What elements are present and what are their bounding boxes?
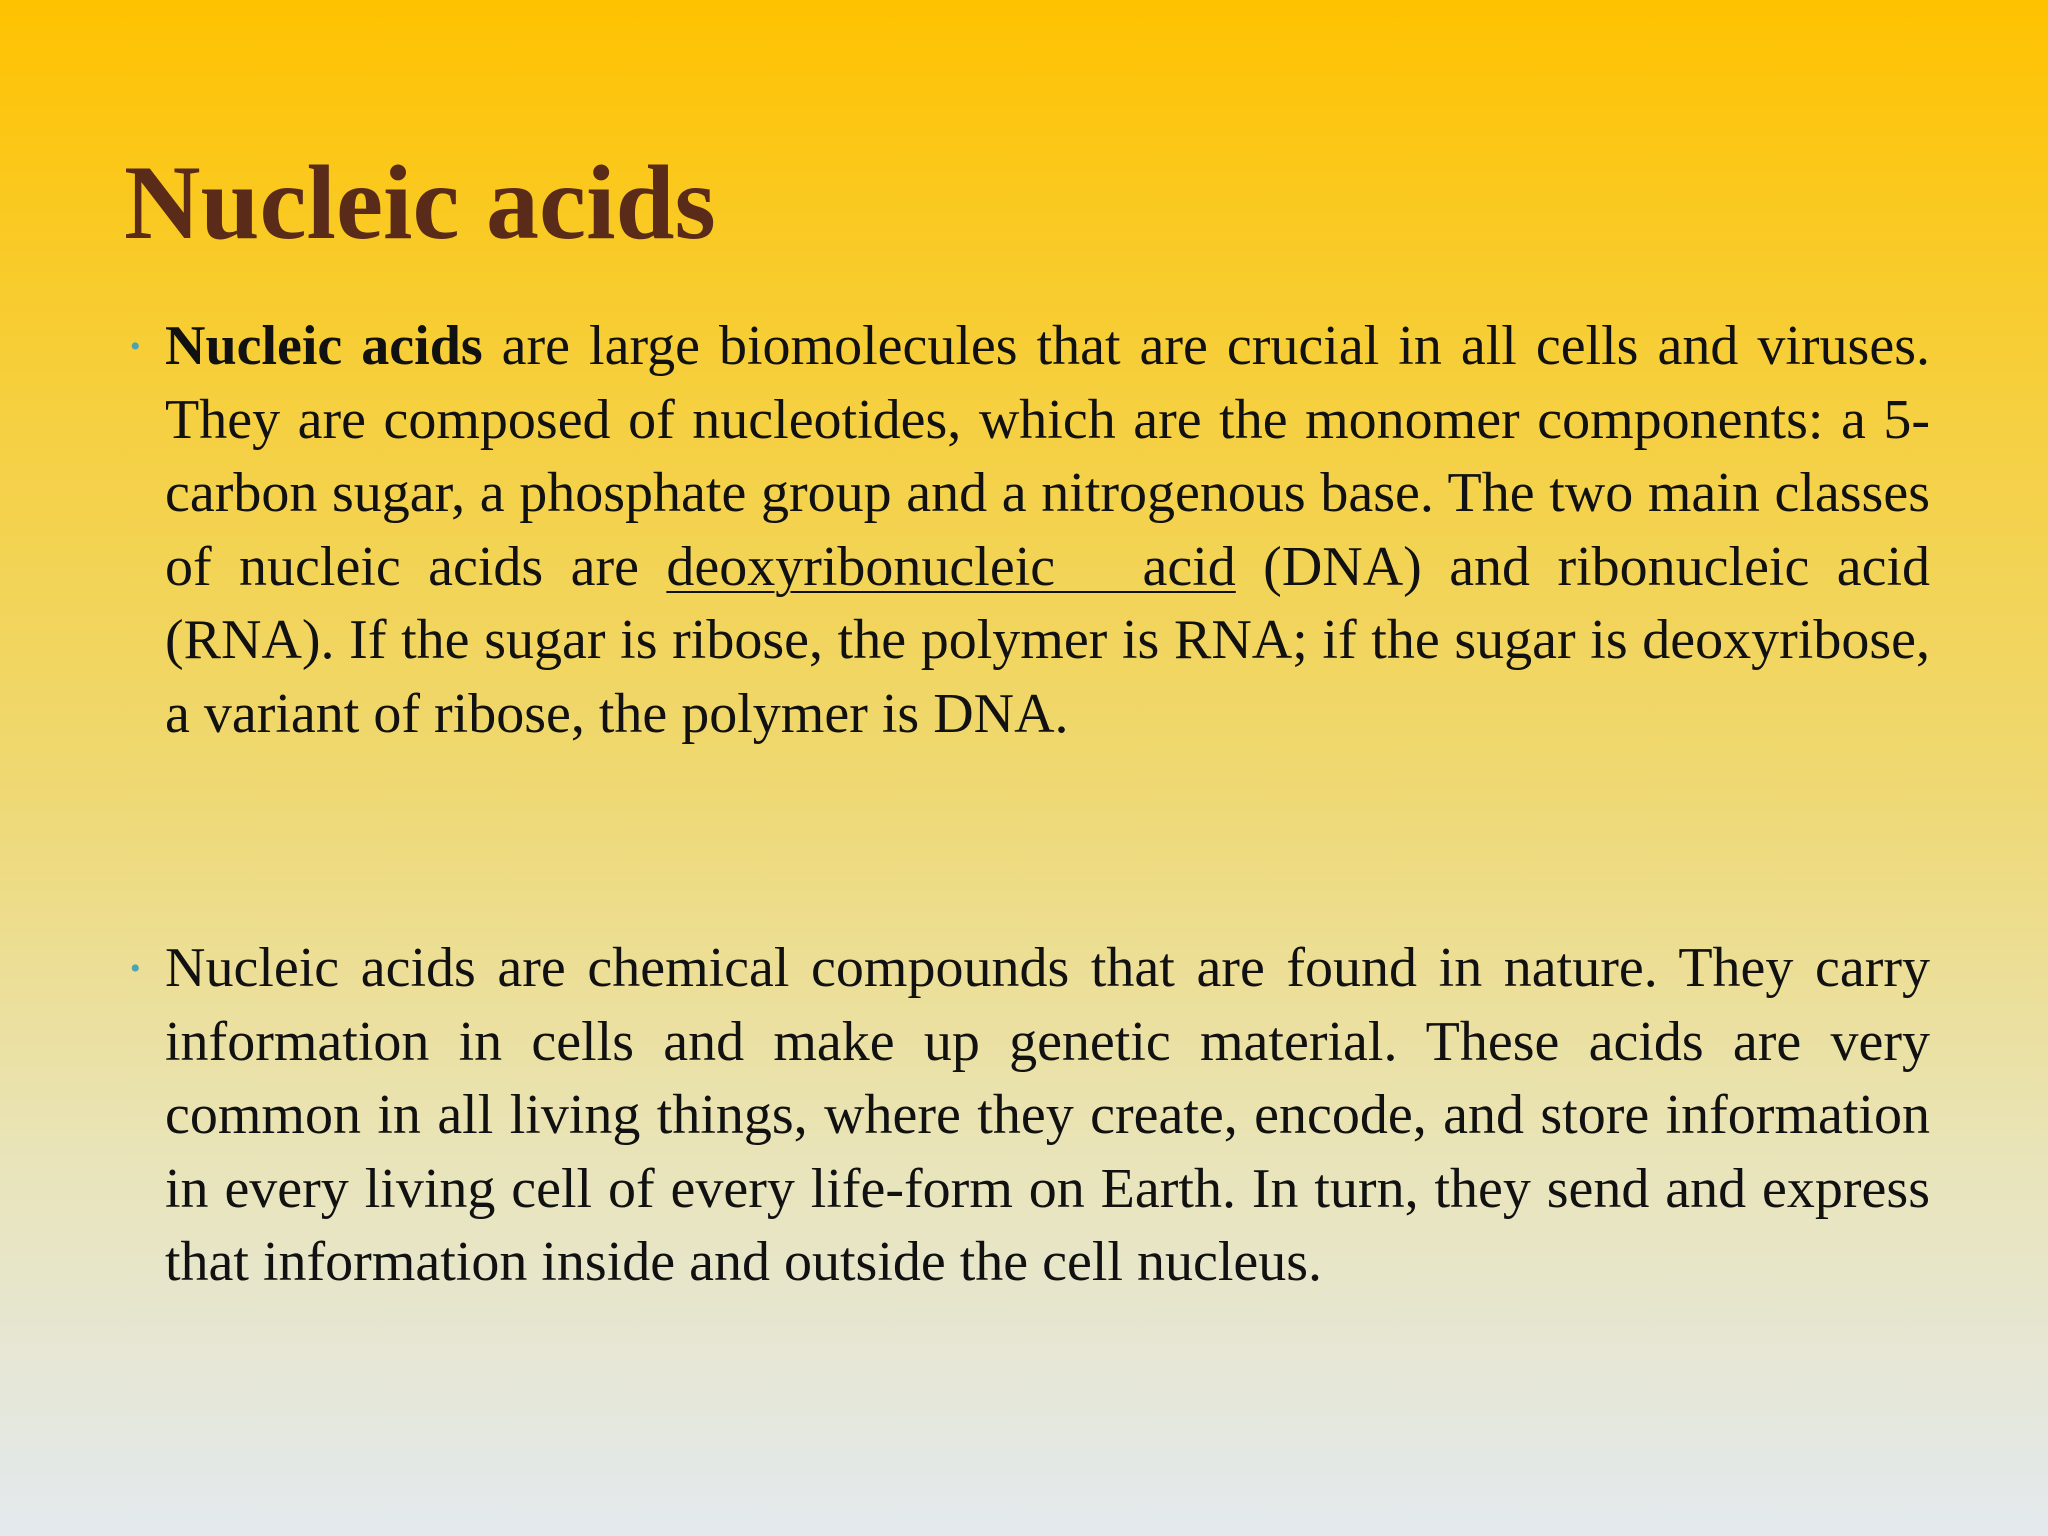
bullet-list-2	[130, 932, 1930, 1300]
bold-term: Nucleic acids	[165, 315, 483, 377]
paragraph-text: are large biomolecules that are crucial in all cells and viruses. They are composed of nucleotides, which are the monomer components: a 5-carbon sugar, a phosphate group and a nitrogenous base. The two main classes of nucleic acids are	[165, 315, 1930, 598]
bullet-dot-icon: •	[130, 952, 141, 985]
paragraph-text: Nucleic acids are chemical compounds that are found in nature. They carry information in cells and make up genetic material. These acids are very common in all living things, where they create, encode, and store information in every living cell of every life-form on Earth. In turn, they send and express that information inside and outside the cell nucleus.	[165, 937, 1930, 1293]
bullet-item-nucleic-acids-definition	[130, 310, 1930, 751]
bullet-dot-icon: •	[130, 330, 141, 363]
paragraph-text-continued: (DNA) and ribonucleic acid (RNA). If the sugar is ribose, the polymer is RNA; if the sugar is deoxyribose, a variant of ribose, the polymer is DNA.	[165, 535, 1931, 745]
slide-title: Nucleic acids	[124, 144, 716, 261]
deoxyribonucleic-acid-link[interactable]: deoxyribonucleic acid	[666, 535, 1236, 598]
bullet-list-1	[130, 310, 1930, 751]
bullet-item-nucleic-acids-nature	[130, 932, 1930, 1300]
